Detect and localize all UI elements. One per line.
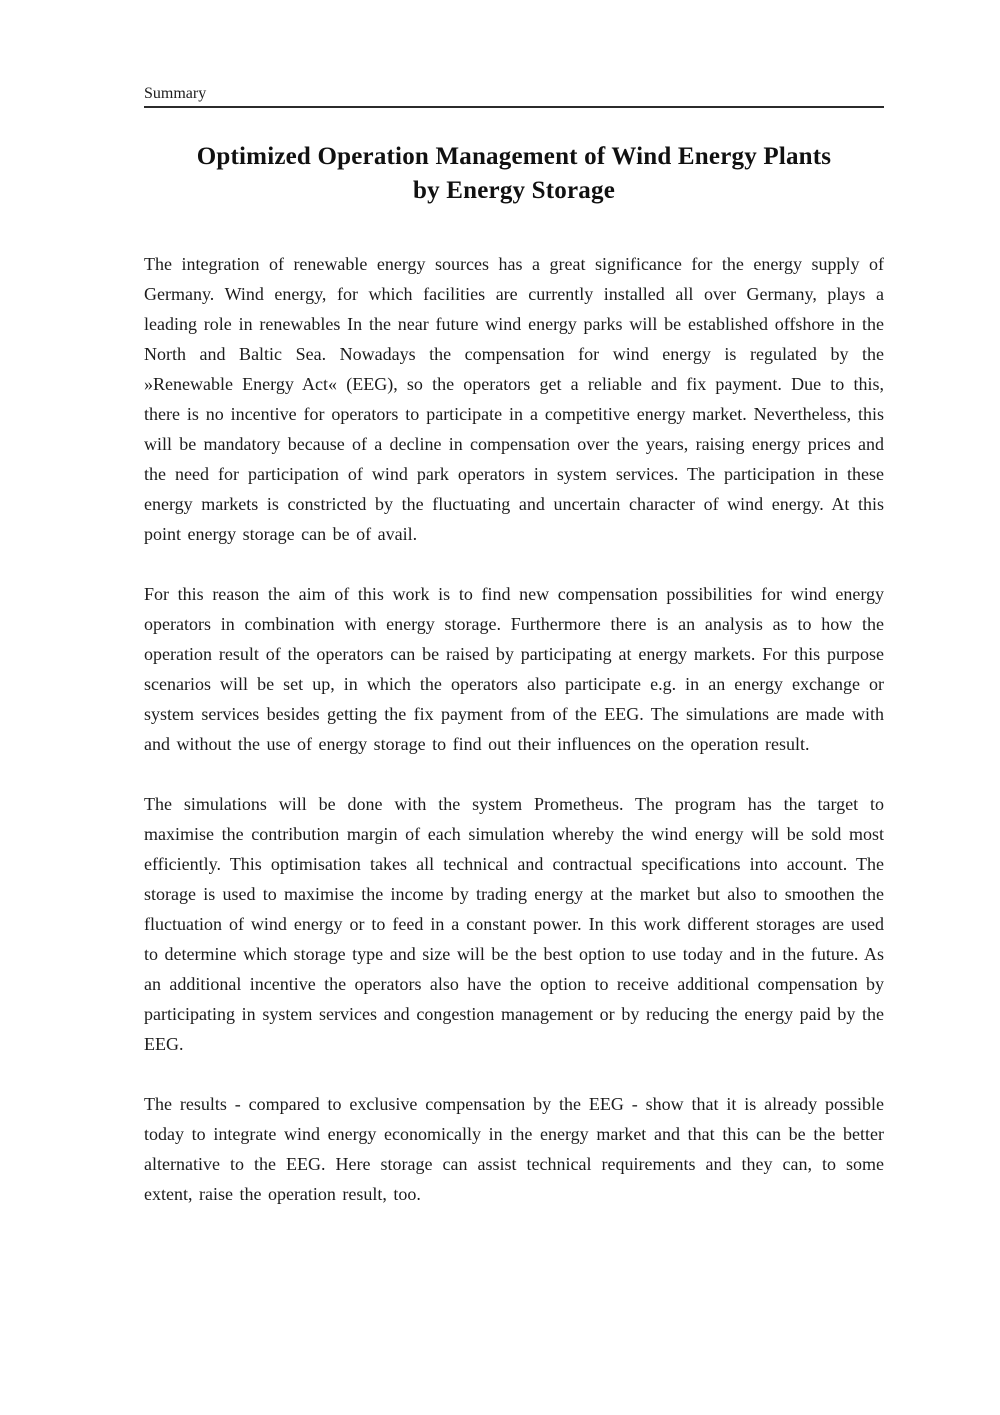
summary-paragraph-3: The simulations will be done with the system Prometheus. The program has the target to maximise the contribution margin of each simulation whereby the wind energy will be sold most efficiently. This optimisation takes all technical and contractual specifications into account. The storage is used to maximise the income by trading energy at the market but also to smoothen the fluctuation of wind energy or to feed in a constant power. In this work different storages are used to determine which storage type and size will be the best option to use today and in the future. As an additional incentive the operators also have the option to receive additional compensation by participating in system services and congestion management or by reducing the energy paid by the EEG.	[144, 794, 884, 1054]
summary-paragraph-2: For this reason the aim of this work is to find new compensation possibilities for wind energy operators in combination with energy storage. Furthermore there is an analysis as to how the operation result of the operators can be raised by participating at energy markets. For this purpose scenarios will be set up, in which the operators also participate e.g. in an energy exchange or system services besides getting the fix payment from of the EEG. The simulations are made with and without the use of energy storage to find out their influences on the operation result.	[144, 584, 884, 754]
header-rule	[144, 106, 884, 108]
summary-paragraph-1: The integration of renewable energy sources has a great significance for the energy supply of Germany. Wind energy, for which facilities are currently installed all over Germany, plays a leading role in renewables In the near future wind energy parks will be established offshore in the North and Baltic Sea. Nowadays the compensation for wind energy is regulated by the »Renewable Energy Act« (EEG), so the operators get a reliable and fix payment. Due to this, there is no incentive for operators to participate in a competitive energy market. Nevertheless, this will be mandatory because of a decline in compensation over the years, raising energy prices and the need for participation of wind park operators in system services. The participation in these energy markets is constricted by the fluctuating and uncertain character of wind energy. At this point energy storage can be of avail.	[144, 254, 884, 544]
summary-body	[144, 249, 884, 1209]
page-title-line-2: by Energy Storage	[413, 177, 615, 204]
summary-paragraph-4: The results - compared to exclusive compensation by the EEG - show that it is already possible today to integrate wind energy economically in the energy market and that this can be the better alternative to the EEG. Here storage can assist technical requirements and they can, to some extent, raise the operation result, too.	[144, 1094, 884, 1204]
running-header: Summary	[144, 85, 207, 102]
page-title-line-1: Optimized Operation Management of Wind Energy Plants	[196, 143, 832, 170]
page-title	[144, 140, 884, 208]
